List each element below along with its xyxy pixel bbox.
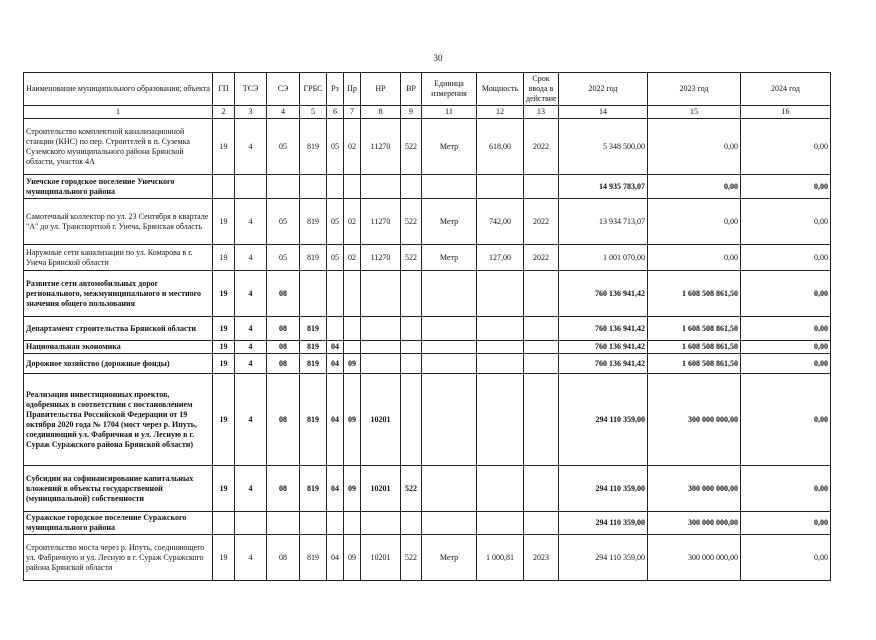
table-cell: [235, 175, 267, 199]
table-cell: [524, 374, 559, 466]
table-cell: [361, 341, 401, 354]
table-cell: 0,00: [741, 317, 831, 341]
table-cell: [422, 271, 477, 317]
table-cell: 19: [213, 119, 235, 175]
table-cell: 04: [327, 466, 344, 512]
column-index: 2: [213, 106, 235, 119]
table-cell: [422, 317, 477, 341]
table-cell: 0,00: [741, 535, 831, 581]
table-cell: 19: [213, 466, 235, 512]
table-cell: [327, 512, 344, 535]
table-cell: 0,00: [741, 175, 831, 199]
table-cell: [361, 512, 401, 535]
header-2022: 2022 год: [559, 73, 648, 106]
table-cell: [477, 354, 524, 374]
table-cell: 10201: [361, 535, 401, 581]
table-cell: 0,00: [648, 175, 741, 199]
table-cell: 819: [300, 535, 327, 581]
table-cell: 0,00: [741, 199, 831, 245]
table-cell: 0,00: [741, 512, 831, 535]
column-index: 14: [559, 106, 648, 119]
table-cell: 0,00: [741, 354, 831, 374]
column-index: 4: [267, 106, 300, 119]
table-cell: 300 000 000,00: [648, 535, 741, 581]
table-cell: 05: [267, 245, 300, 271]
table-cell: 19: [213, 374, 235, 466]
table-cell: [401, 175, 422, 199]
column-index: 9: [401, 106, 422, 119]
table-cell: [401, 341, 422, 354]
table-cell: 04: [327, 354, 344, 374]
table-cell: 4: [235, 199, 267, 245]
budget-table: [23, 72, 831, 581]
table-cell: [422, 341, 477, 354]
table-cell: 04: [327, 341, 344, 354]
column-index: 15: [648, 106, 741, 119]
table-cell: 19: [213, 271, 235, 317]
header-nr: НР: [361, 73, 401, 106]
table-cell: [235, 512, 267, 535]
table-cell: [477, 317, 524, 341]
table-cell: 4: [235, 374, 267, 466]
table-cell: 1 000,81: [477, 535, 524, 581]
column-index: 13: [524, 106, 559, 119]
table-cell: [213, 512, 235, 535]
table-cell: 09: [344, 466, 361, 512]
table-row: [24, 512, 831, 535]
table-cell: [300, 271, 327, 317]
table-cell: [344, 512, 361, 535]
table-cell: 819: [300, 119, 327, 175]
column-index-row: [24, 106, 831, 119]
table-cell: 522: [401, 245, 422, 271]
table-row: [24, 341, 831, 354]
table-cell: 2022: [524, 199, 559, 245]
header-gp: ГП: [213, 73, 235, 106]
row-name-cell: Строительство моста через р. Ипуть, соединяющего ул. Фабричную и ул. Лесную в г. Сураж Суражского района Брянской области: [24, 535, 213, 581]
table-cell: 618,00: [477, 119, 524, 175]
table-cell: [477, 466, 524, 512]
table-cell: 19: [213, 199, 235, 245]
header-pr: Пр: [344, 73, 361, 106]
table-cell: 08: [267, 354, 300, 374]
table-cell: 294 110 359,00: [559, 374, 648, 466]
column-index: 5: [300, 106, 327, 119]
column-index: 11: [422, 106, 477, 119]
table-cell: 760 136 941,42: [559, 341, 648, 354]
table-cell: 04: [327, 374, 344, 466]
header-2024: 2024 год: [741, 73, 831, 106]
table-row: [24, 354, 831, 374]
table-cell: 02: [344, 119, 361, 175]
page-number: 30: [433, 53, 443, 63]
table-cell: 0,00: [741, 119, 831, 175]
table-cell: Метр: [422, 535, 477, 581]
table-cell: 19: [213, 341, 235, 354]
table-cell: 0,00: [741, 341, 831, 354]
table-cell: 08: [267, 317, 300, 341]
table-cell: [300, 512, 327, 535]
table-cell: 02: [344, 199, 361, 245]
row-name-cell: Унечское городское поселение Унечского муниципального района: [24, 175, 213, 199]
table-cell: 4: [235, 119, 267, 175]
table-body: [24, 119, 831, 581]
table-cell: 19: [213, 317, 235, 341]
table-cell: 14 935 783,07: [559, 175, 648, 199]
table-cell: 819: [300, 317, 327, 341]
table-cell: [524, 466, 559, 512]
table-cell: 19: [213, 354, 235, 374]
table-cell: 05: [267, 199, 300, 245]
table-cell: 10201: [361, 374, 401, 466]
table-cell: 0,00: [741, 271, 831, 317]
header-unit: Единица измерения: [422, 73, 477, 106]
table-cell: 294 110 359,00: [559, 512, 648, 535]
table-cell: [524, 341, 559, 354]
table-cell: 127,00: [477, 245, 524, 271]
table-cell: 09: [344, 535, 361, 581]
table-cell: 760 136 941,42: [559, 317, 648, 341]
table-cell: [524, 512, 559, 535]
header-se: СЭ: [267, 73, 300, 106]
table-cell: [524, 354, 559, 374]
row-name-cell: Суражское городское поселение Суражского муниципального района: [24, 512, 213, 535]
table-cell: 10201: [361, 466, 401, 512]
table-cell: 294 110 359,00: [559, 466, 648, 512]
table-cell: 09: [344, 374, 361, 466]
header-vr: ВР: [401, 73, 422, 106]
column-index: 8: [361, 106, 401, 119]
table-cell: 05: [327, 245, 344, 271]
table-cell: 522: [401, 199, 422, 245]
column-index: 7: [344, 106, 361, 119]
table-cell: 819: [300, 199, 327, 245]
table-cell: 2022: [524, 119, 559, 175]
row-name-cell: Наружные сети канализации по ул. Комарова в г. Унеча Брянской области: [24, 245, 213, 271]
table-cell: 08: [267, 535, 300, 581]
table-cell: [327, 271, 344, 317]
table-cell: 19: [213, 535, 235, 581]
table-cell: 11270: [361, 199, 401, 245]
table-row: [24, 175, 831, 199]
table-cell: 294 110 359,00: [559, 535, 648, 581]
table-row: [24, 317, 831, 341]
table-cell: [267, 512, 300, 535]
header-rz: Рз: [327, 73, 344, 106]
header-grbs: ГРБС: [300, 73, 327, 106]
table-cell: 522: [401, 466, 422, 512]
column-index: 12: [477, 106, 524, 119]
table-cell: 0,00: [648, 245, 741, 271]
table-cell: 0,00: [648, 119, 741, 175]
header-commissioning: Срок ввода в действие: [524, 73, 559, 106]
row-name-cell: Реализация инвестиционных проектов, одобренных в соответствии с постановлением Правительства Российской Федерации от 19 октября 2020 года № 1704 (мост через р. Ипуть, соединяющий ул. Фабричная и ул. Лесную в г. Сураж Суражского района Брянской области): [24, 374, 213, 466]
table-cell: 02: [344, 245, 361, 271]
table-cell: 4: [235, 466, 267, 512]
table-cell: 11270: [361, 119, 401, 175]
table-cell: 08: [267, 271, 300, 317]
table-cell: [344, 341, 361, 354]
table-cell: Метр: [422, 119, 477, 175]
column-index: 16: [741, 106, 831, 119]
table-cell: 4: [235, 341, 267, 354]
table-row: [24, 245, 831, 271]
row-name-cell: Национальная экономика: [24, 341, 213, 354]
table-cell: [401, 271, 422, 317]
table-cell: [361, 175, 401, 199]
table-cell: 11270: [361, 245, 401, 271]
table-cell: [327, 175, 344, 199]
table-cell: 2022: [524, 245, 559, 271]
table-cell: 1 608 508 861,50: [648, 271, 741, 317]
table-cell: 08: [267, 341, 300, 354]
table-cell: 4: [235, 354, 267, 374]
table-cell: [524, 175, 559, 199]
table-cell: 760 136 941,42: [559, 271, 648, 317]
table-cell: 05: [267, 119, 300, 175]
table-cell: 5 348 500,00: [559, 119, 648, 175]
table-cell: 0,00: [741, 374, 831, 466]
header-name: Наименование муниципального образования; объекта: [24, 73, 213, 106]
header-2023: 2023 год: [648, 73, 741, 106]
table-cell: [477, 175, 524, 199]
table-cell: 04: [327, 535, 344, 581]
row-name-cell: Дорожное хозяйство (дорожные фонды): [24, 354, 213, 374]
table-cell: [344, 175, 361, 199]
table-cell: [361, 317, 401, 341]
column-index: 1: [24, 106, 213, 119]
table-cell: 05: [327, 199, 344, 245]
table-row: [24, 535, 831, 581]
table-cell: Метр: [422, 199, 477, 245]
table-cell: Метр: [422, 245, 477, 271]
header-tse: ТСЭ: [235, 73, 267, 106]
table-cell: [361, 354, 401, 374]
table-cell: 300 000 000,00: [648, 512, 741, 535]
table-cell: 1 608 508 861,50: [648, 317, 741, 341]
table-cell: 522: [401, 535, 422, 581]
table-cell: 819: [300, 354, 327, 374]
row-name-cell: Департамент строительства Брянской области: [24, 317, 213, 341]
table-cell: 1 608 508 861,50: [648, 341, 741, 354]
table-cell: [524, 271, 559, 317]
table-cell: [422, 354, 477, 374]
table-row: [24, 199, 831, 245]
header-row: [24, 73, 831, 106]
column-index: 3: [235, 106, 267, 119]
table-cell: [422, 374, 477, 466]
table-cell: [422, 466, 477, 512]
table-cell: [401, 317, 422, 341]
table-cell: [422, 512, 477, 535]
table-cell: 300 000 000,00: [648, 374, 741, 466]
table-cell: 760 136 941,42: [559, 354, 648, 374]
table-cell: 4: [235, 245, 267, 271]
row-name-cell: Развитие сети автомобильных дорог регионального, межмуниципального и местного значения общего пользования: [24, 271, 213, 317]
table-cell: 0,00: [741, 466, 831, 512]
table-cell: 819: [300, 341, 327, 354]
table-row: [24, 119, 831, 175]
table-cell: 19: [213, 245, 235, 271]
table-cell: [213, 175, 235, 199]
table-cell: [401, 354, 422, 374]
table-cell: 08: [267, 466, 300, 512]
table-cell: [477, 271, 524, 317]
table-cell: [401, 512, 422, 535]
table-cell: 0,00: [648, 199, 741, 245]
table-cell: 4: [235, 317, 267, 341]
table-cell: 300 000 000,00: [648, 466, 741, 512]
table-cell: [477, 341, 524, 354]
table-cell: [401, 374, 422, 466]
table-row: [24, 466, 831, 512]
row-name-cell: Самотечный коллектор по ул. 23 Сентября в квартале "А" до ул. Транспортной г. Унеча, Брянская область: [24, 199, 213, 245]
column-index: 6: [327, 106, 344, 119]
row-name-cell: Строительство комплектной канализационной станции (КНС) по пер. Строителей в п. Суземка Суземского муниципального района Брянской области, участок 4А: [24, 119, 213, 175]
table-cell: 2023: [524, 535, 559, 581]
table-cell: 1 608 508 861,50: [648, 354, 741, 374]
table-cell: 05: [327, 119, 344, 175]
table-cell: [477, 512, 524, 535]
table-cell: 08: [267, 374, 300, 466]
table-cell: 819: [300, 245, 327, 271]
table-cell: [524, 317, 559, 341]
table-cell: 819: [300, 374, 327, 466]
table-cell: 522: [401, 119, 422, 175]
table-cell: 13 934 713,07: [559, 199, 648, 245]
table-cell: [267, 175, 300, 199]
table-cell: [327, 317, 344, 341]
table-row: [24, 271, 831, 317]
table-row: [24, 374, 831, 466]
table-cell: [477, 374, 524, 466]
table-cell: [344, 317, 361, 341]
table-cell: [300, 175, 327, 199]
table-cell: 742,00: [477, 199, 524, 245]
table-cell: 819: [300, 466, 327, 512]
table-cell: 09: [344, 354, 361, 374]
table-cell: 4: [235, 271, 267, 317]
table-cell: [361, 271, 401, 317]
table-cell: 0,00: [741, 245, 831, 271]
table-cell: 1 001 070,00: [559, 245, 648, 271]
table-cell: [344, 271, 361, 317]
table-cell: 4: [235, 535, 267, 581]
header-capacity: Мощность: [477, 73, 524, 106]
table-cell: [422, 175, 477, 199]
row-name-cell: Субсидии на софинансирование капитальных вложений в объекты государственной (муниципальной) собственности: [24, 466, 213, 512]
